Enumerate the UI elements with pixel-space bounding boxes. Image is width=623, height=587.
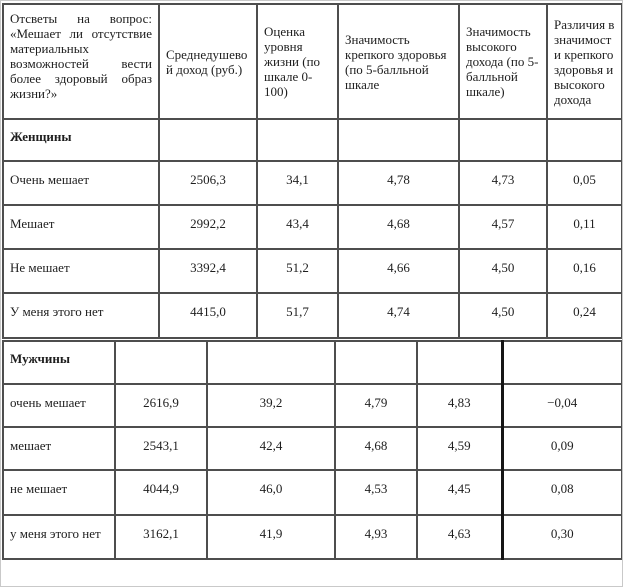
table-row	[3, 249, 622, 293]
value-cell: 4,59	[417, 427, 502, 470]
value-cell: 2506,3	[159, 161, 257, 205]
value-cell: 4,83	[417, 384, 502, 427]
value-cell: 4,74	[338, 293, 459, 338]
value-cell: 4,63	[417, 515, 502, 559]
empty-cell	[159, 119, 257, 161]
value-cell: 0,08	[502, 470, 622, 515]
value-cell: 4,50	[459, 293, 547, 338]
empty-cell	[338, 119, 459, 161]
header-difference-cell: Различия в значимости крепкого здоровья и высокого дохода	[547, 4, 622, 119]
value-cell: 0,11	[547, 205, 622, 249]
value-cell: 4,50	[459, 249, 547, 293]
table-row	[3, 470, 622, 515]
section-label-men: Мужчины	[3, 341, 115, 384]
empty-cell	[417, 341, 502, 384]
value-cell: 2543,1	[115, 427, 207, 470]
value-cell: 4044,9	[115, 470, 207, 515]
table-row	[3, 384, 622, 427]
empty-cell	[207, 341, 335, 384]
table-row	[3, 161, 622, 205]
empty-cell	[502, 341, 622, 384]
section-label-women: Женщины	[3, 119, 159, 161]
value-cell: 3392,4	[159, 249, 257, 293]
survey-table-men	[2, 340, 623, 560]
value-cell: 42,4	[207, 427, 335, 470]
header-income-importance-cell: Значимость высокого дохода (по 5-балльной шкале)	[459, 4, 547, 119]
value-cell: 4,73	[459, 161, 547, 205]
header-life-score-cell: Оценка уровня жизни (по шкале 0-100)	[257, 4, 338, 119]
value-cell: 3162,1	[115, 515, 207, 559]
table-row	[3, 515, 622, 559]
value-cell: 4,45	[417, 470, 502, 515]
table-row	[3, 427, 622, 470]
row-label-cell: Мешает	[3, 205, 159, 249]
header-row	[3, 4, 622, 119]
value-cell: −0,04	[502, 384, 622, 427]
value-cell: 4,68	[335, 427, 417, 470]
value-cell: 0,05	[547, 161, 622, 205]
value-cell: 51,2	[257, 249, 338, 293]
value-cell: 4415,0	[159, 293, 257, 338]
value-cell: 0,16	[547, 249, 622, 293]
value-cell: 4,57	[459, 205, 547, 249]
row-label-cell: мешает	[3, 427, 115, 470]
section-row-men	[3, 341, 622, 384]
table-row	[3, 293, 622, 338]
row-label-cell: очень мешает	[3, 384, 115, 427]
value-cell: 4,68	[338, 205, 459, 249]
value-cell: 4,79	[335, 384, 417, 427]
value-cell: 0,09	[502, 427, 622, 470]
survey-table-women	[2, 3, 623, 339]
value-cell: 34,1	[257, 161, 338, 205]
empty-cell	[115, 341, 207, 384]
value-cell: 43,4	[257, 205, 338, 249]
header-income-cell: Среднедушевой доход (руб.)	[159, 4, 257, 119]
value-cell: 46,0	[207, 470, 335, 515]
row-label-cell: У меня этого нет	[3, 293, 159, 338]
value-cell: 2616,9	[115, 384, 207, 427]
value-cell: 51,7	[257, 293, 338, 338]
value-cell: 0,30	[502, 515, 622, 559]
empty-cell	[547, 119, 622, 161]
row-label-cell: у меня этого нет	[3, 515, 115, 559]
value-cell: 0,24	[547, 293, 622, 338]
value-cell: 4,53	[335, 470, 417, 515]
section-row-women	[3, 119, 622, 161]
value-cell: 4,78	[338, 161, 459, 205]
value-cell: 4,66	[338, 249, 459, 293]
value-cell: 39,2	[207, 384, 335, 427]
row-label-cell: не мешает	[3, 470, 115, 515]
empty-cell	[335, 341, 417, 384]
header-health-importance-cell: Значимость крепкого здоровья (по 5-балльной шкале	[338, 4, 459, 119]
table-row	[3, 205, 622, 249]
row-label-cell: Очень мешает	[3, 161, 159, 205]
value-cell: 41,9	[207, 515, 335, 559]
value-cell: 4,93	[335, 515, 417, 559]
value-cell: 2992,2	[159, 205, 257, 249]
header-question-cell: Отсветы на вопрос: «Мешает ли отсутствие материальных возможностей вести более здоровый образ жизни?»	[3, 4, 159, 119]
empty-cell	[459, 119, 547, 161]
empty-cell	[257, 119, 338, 161]
row-label-cell: Не мешает	[3, 249, 159, 293]
